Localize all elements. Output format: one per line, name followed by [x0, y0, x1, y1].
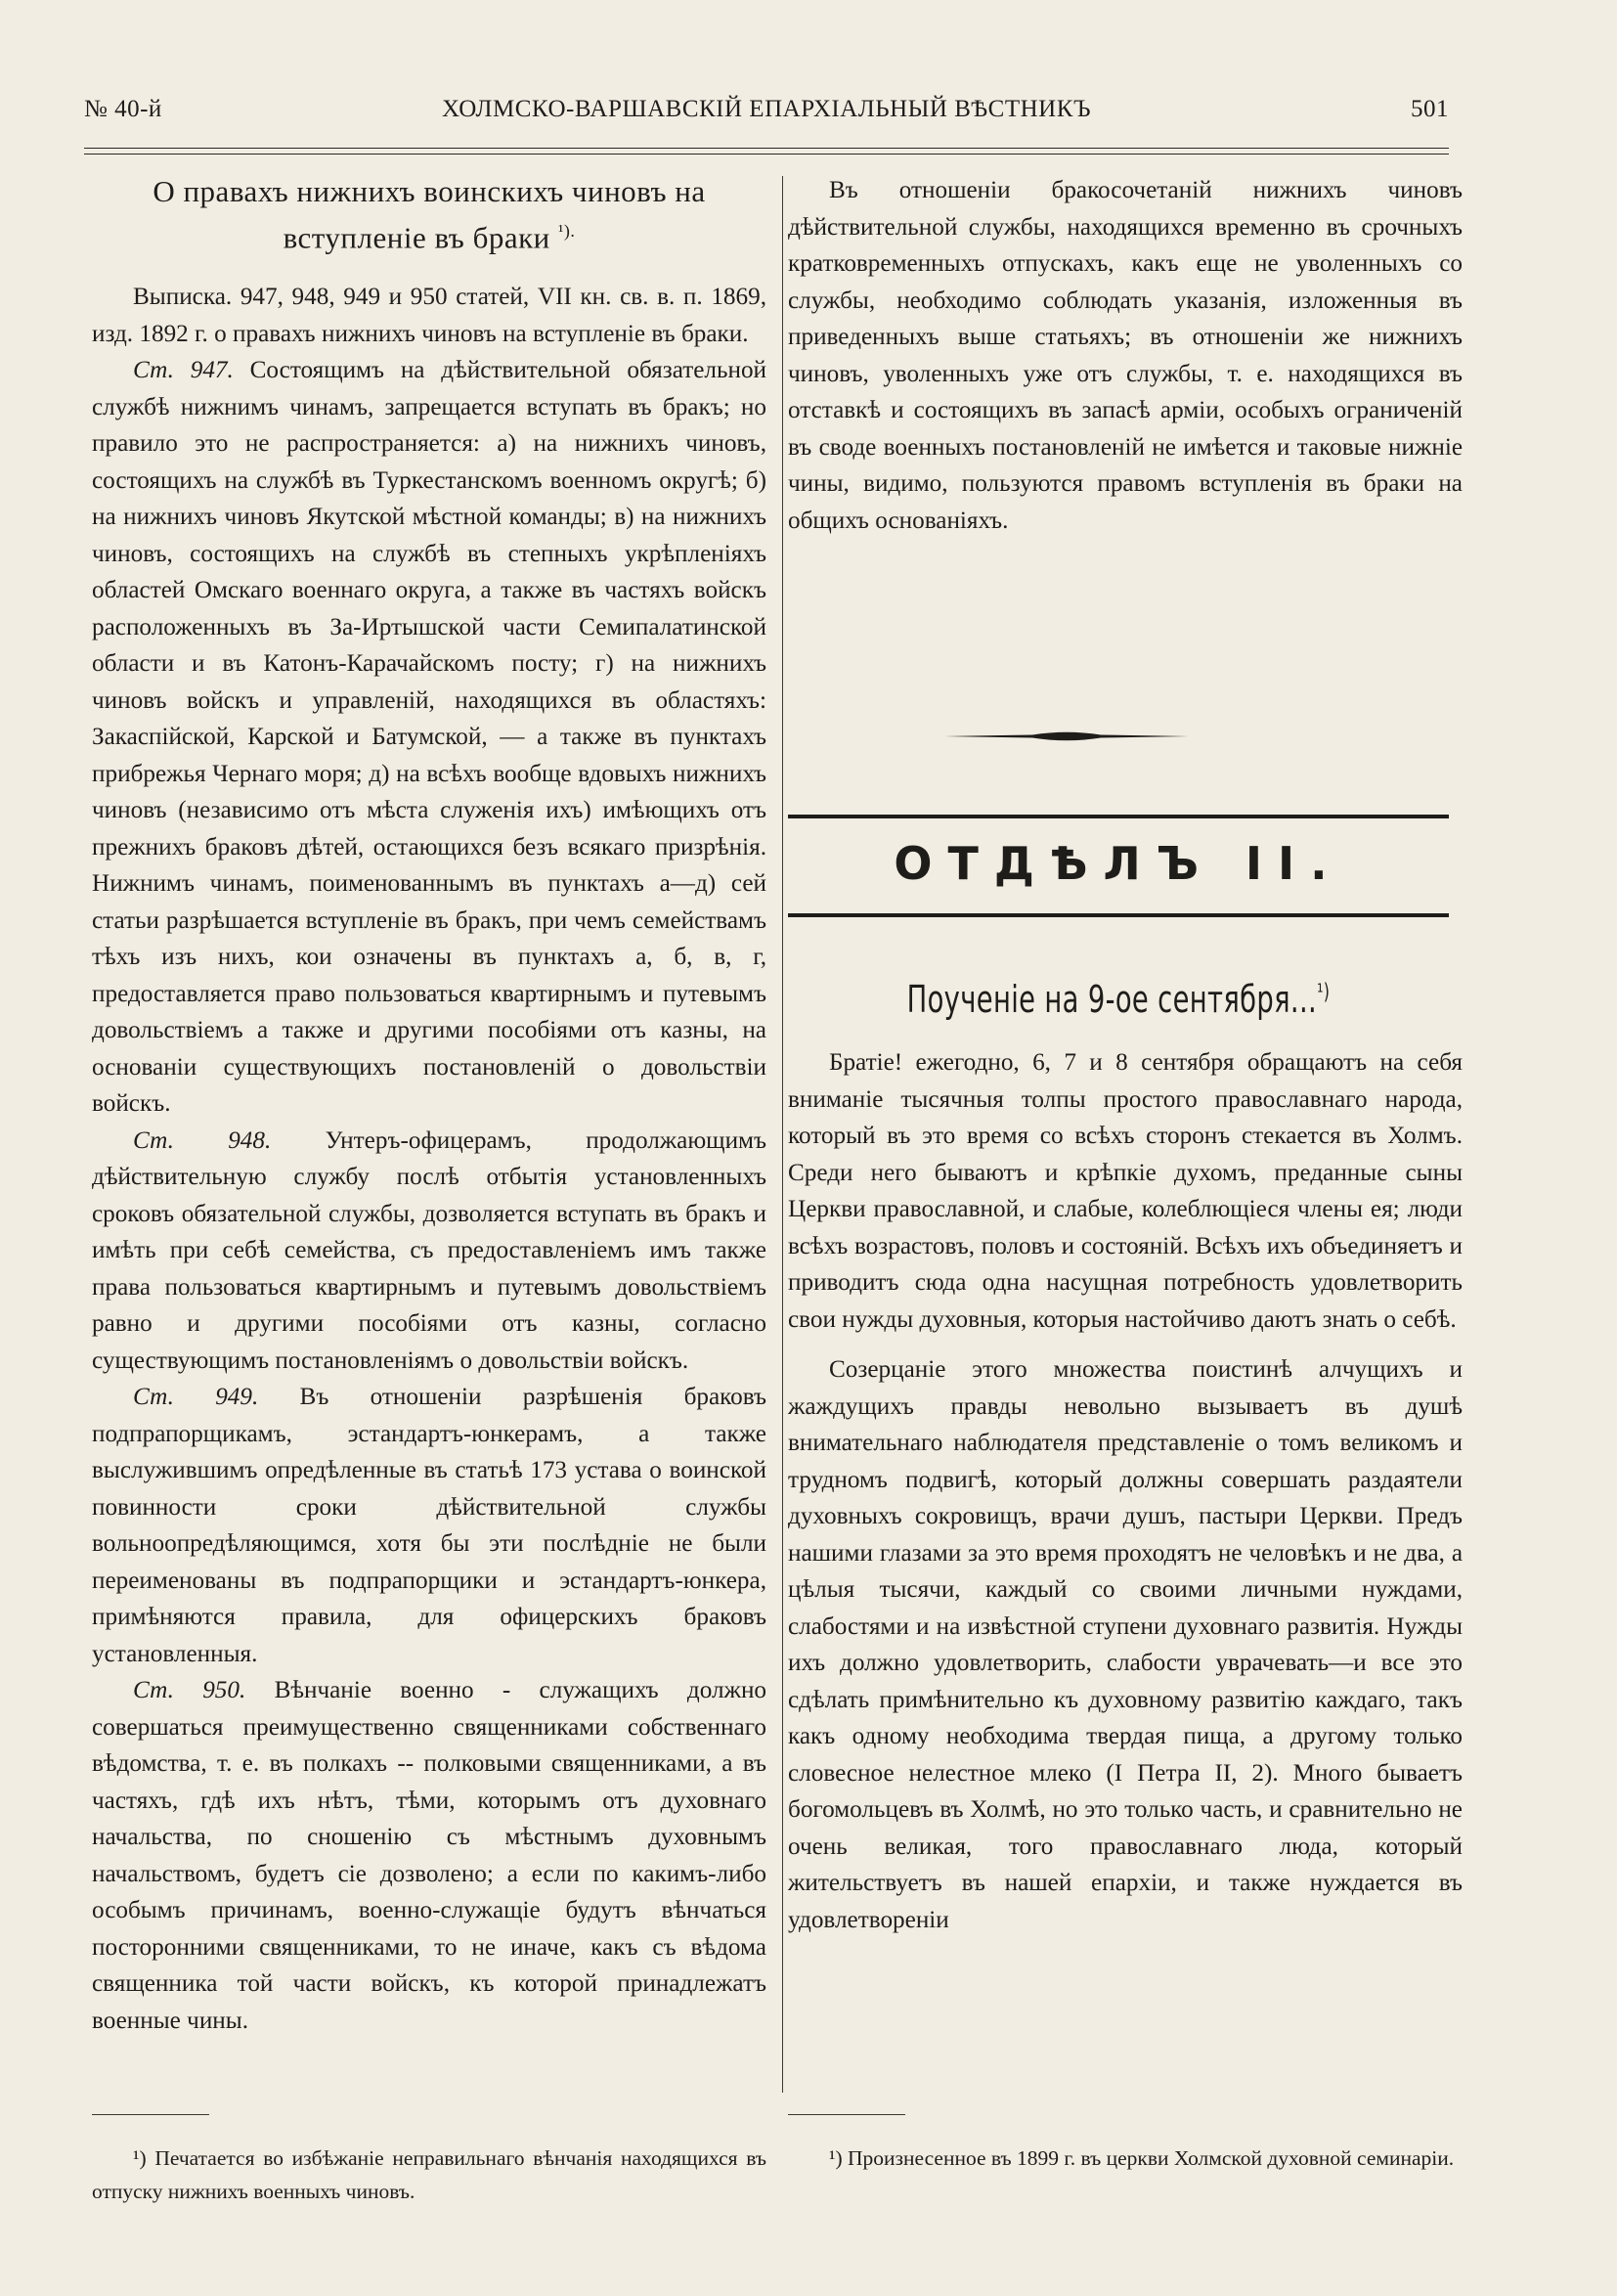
right-column-upper [788, 172, 1463, 539]
footnote-right: ¹) Произнесенное въ 1899 г. въ церкви Холмской духовной семинаріи. [829, 2146, 1455, 2170]
statute-number: Ст. 949. [133, 1384, 259, 1411]
article-paragraph [92, 352, 766, 1123]
article-paragraph [92, 279, 766, 352]
footnote-left: ¹) Печатается во избѣжаніе неправильнаго вѣнчанія находящихся въ отпуску нижнихъ военныхъ чиновъ. [92, 2146, 766, 2203]
sermon-footnote-mark: ¹) [1317, 980, 1331, 1005]
article-paragraph [788, 172, 1463, 539]
section-rule-top [788, 815, 1449, 818]
paragraph-text: Унтеръ-офицерамъ, продолжающимъ дѣйствительную службу послѣ отбытія установленныхъ сроковъ обязательной службы, дозволяется вступать въ бракъ и имѣть при себѣ семейства, съ предоставленіемъ имъ также права пользоваться квартирнымъ и путевымъ довольствіемъ равно и другими пособіями отъ казны, согласно существующимъ постановленіямъ о довольствіи войскъ. [92, 1126, 767, 1374]
header-rule-thin [84, 154, 1449, 155]
section-heading: ОТДѢЛЪ II. [894, 837, 1343, 890]
article-paragraph [92, 1672, 766, 2039]
sermon-title [881, 978, 1357, 1021]
column-divider [782, 176, 783, 2093]
article-paragraph [92, 1123, 766, 1380]
statute-number: Ст. 950. [133, 1677, 246, 1704]
left-column [92, 172, 766, 2039]
footnote-rule [92, 2114, 209, 2115]
ornament-divider-icon [944, 729, 1189, 743]
journal-title: ХОЛМСКО-ВАРШАВСКІЙ ЕПАРХІАЛЬНЫЙ ВѢСТНИКЪ [441, 96, 1092, 122]
article-paragraph [92, 1379, 766, 1672]
footnote-rule [788, 2114, 905, 2115]
issue-number: № 40-й [84, 96, 162, 122]
paragraph-text: Въ отношеніи разрѣшенія браковъ подпрапорщикамъ, эстандартъ-юнкерамъ, а также выслужившимъ опредѣленные въ статьѣ 173 устава о воинской повинности сроки дѣйствительной службы вольноопредѣляющимся, хотя бы эти послѣдніе не были переименованы въ подпрапорщики и эстандартъ-юнкера, примѣняются правила, для офицерскихъ браковъ установленныя. [92, 1384, 767, 1667]
statute-number: Ст. 948. [133, 1126, 272, 1154]
statute-number: Ст. 947. [133, 357, 234, 384]
section-rule-bottom [788, 913, 1449, 917]
sermon-paragraph: Созерцаніе этого множества поистинѣ алчущихъ и жаждущихъ правды невольно вызываетъ въ душѣ внимательнаго наблюдателя представленіе о томъ великомъ и трудномъ подвигѣ, который должны совершать раздаятели духовныхъ сокровищъ, врачи душъ, пастыри Церкви. Предъ нашими глазами за это время проходятъ не человѣкъ и не два, а цѣлыя тысячи, каждый со своими личными нуждами, слабостями и на извѣстной ступени духовнаго развитія. Нужды ихъ должно удовлетворить, слабости уврачевать—и все это сдѣлать примѣнительно къ духовному развитію каждаго, такъ какъ одному необходима твердая пища, а другому только словесное нелестное млеко (I Петра II, 2). Много бываетъ богомольцевъ въ Холмѣ, но это только часть, и сравнительно не очень великая, того православнаго люда, который жительствуетъ въ нашей епархіи, и также нуждается въ удовлетвореніи [788, 1356, 1463, 1933]
article-footnote-mark: ¹). [558, 221, 576, 241]
header-rule [84, 148, 1449, 149]
article-title [92, 172, 766, 257]
running-head [84, 96, 1449, 131]
article-title-text: О правахъ нижнихъ воинскихъ чиновъ на вступленіе въ браки [153, 174, 706, 255]
paragraph-text: Выписка. 947, 948, 949 и 950 статей, VII кн. св. в. п. 1869, изд. 1892 г. о правахъ нижнихъ чиновъ на вступленіе въ браки. [92, 284, 766, 347]
paragraph-text: Вѣнчаніе военно - служащихъ должно совершаться преимущественно священниками собственнаго вѣдомства, т. е. въ полкахъ -- полковыми священниками, а въ частяхъ, гдѣ ихъ нѣтъ, тѣми, которымъ отъ духовнаго начальства, по сношенію съ мѣстнымъ духовнымъ начальствомъ, будетъ сіе дозволено; а если по какимъ-либо особымъ причинамъ, военно-служащіе будутъ вѣнчаться посторонними священниками, то не иначе, какъ съ вѣдома священника той части войскъ, къ которой принадлежатъ военные чины. [92, 1677, 767, 2034]
sermon-paragraph: Братіе! ежегодно, 6, 7 и 8 сентября обращаютъ на себя вниманіе тысячныя толпы простого православнаго народа, который въ это время со всѣхъ сторонъ стекается въ Холмъ. Среди него бываютъ и крѣпкіе духомъ, преданные сыны Церкви православной, и слабые, колеблющіеся члены ея; люди всѣхъ возрастовъ, половъ и состояній. Всѣхъ ихъ объединяетъ и приводитъ сюда одна насущная потребность удовлетворить свои нужды духовныя, которыя настойчиво даютъ знать о себѣ. [788, 1049, 1463, 1333]
paragraph-text: Состоящимъ на дѣйствительной обязательной службѣ нижнимъ чинамъ, запрещается вступать въ бракъ; но правило это не распространяется: а) на нижнихъ чиновъ, состоящихъ на службѣ въ Туркестанскомъ военномъ округѣ; б) на нижнихъ чиновъ Якутской мѣстной команды; в) на нижнихъ чиновъ, состоящихъ на службѣ въ степныхъ укрѣпленіяхъ областей Омскаго военнаго округа, а также въ частяхъ войскъ расположенныхъ въ За-Иртышской части Семипалатинской области и въ Катонъ-Карачайскомъ посту; г) на нижнихъ чиновъ войскъ и управленій, находящихся въ областяхъ: Закаспійской, Карской и Батумской, — а также въ пунктахъ прибрежья Чернаго моря; д) на всѣхъ вообще вдовыхъ нижнихъ чиновъ (независимо отъ мѣста служенія ихъ) имѣющихъ отъ прежнихъ браковъ дѣтей, остающихся безъ всякаго призрѣнія. Нижнимъ чинамъ, поименованнымъ въ пунктахъ а—д) сей статьи разрѣшается вступленіе въ бракъ, при чемъ семействамъ тѣхъ изъ нихъ, кои означены въ пунктахъ а, б, в, г, предоставляется право пользоваться квартирнымъ и путевымъ довольствіемъ а также и другими пособіями отъ казны, на основаніи существующихъ постановленій о довольствіи войскъ. [92, 357, 767, 1118]
sermon-title-text: Поученіе на 9-ое сентября... [906, 978, 1318, 1021]
page-number: 501 [1411, 96, 1449, 122]
right-column-sermon [788, 1044, 1463, 1938]
paragraph-text: Въ отношеніи бракосочетаній нижнихъ чиновъ дѣйствительной службы, находящихся временно въ срочныхъ кратковременныхъ отпускахъ, какъ еще не уволенныхъ со службы, необходимо соблюдать указанія, изложенныя въ приведенныхъ выше статьяхъ; въ отношеніи же нижнихъ чиновъ, уволенныхъ уже отъ службы, т. е. находящихся въ отставкѣ и состоящихъ въ запасѣ арміи, особыхъ ограниченій въ своде военныхъ постановленій не имѣется и таковые нижніе чины, видимо, пользуются правомъ вступленія въ браки на общихъ основаніяхъ. [788, 177, 1463, 534]
